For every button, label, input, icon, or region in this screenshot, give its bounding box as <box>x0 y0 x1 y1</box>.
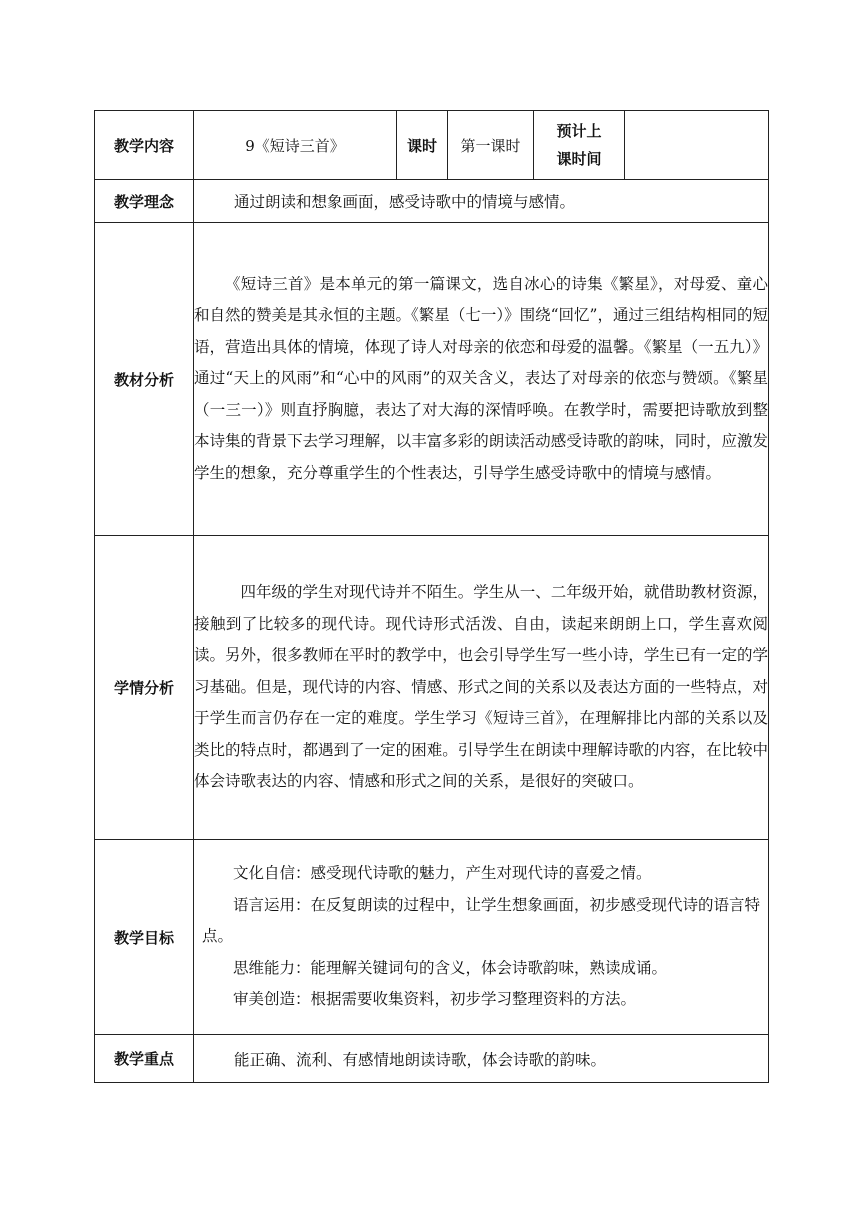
goal-item: 审美创造：根据需要收集资料，初步学习整理资料的方法。 <box>233 990 637 1009</box>
concept-row <box>95 180 769 223</box>
goal-item: 文化自信：感受现代诗歌的魅力，产生对现代诗的喜爱之情。 <box>233 864 652 883</box>
students-text: 四年级的学生对现代诗并不陌生。学生从一、二年级开始，就借助教材资源，接触到了比较多的现代诗。现代诗形式活泼、自由，读起来朗朗上口，学生喜欢阅读。另外，很多教师在平时的教学中，也会引导学生写一些小诗，学生已有一定的学习基础。但是，现代诗的内容、情感、形式之间的关系以及表达方面的一些特点，对于学生而言仍存在一定的难度。学生学习《短诗三首》，在理解排比内部的关系以及类比的特点时，都遇到了一定的困难。引导学生在朗读中理解诗歌的内容，在比较中体会诗歌表达的内容、情感和形式之间的关系，是很好的突破口。 <box>194 536 769 840</box>
goal-item: 思维能力：能理解关键词句的含义，体会诗歌韵味，熟读成诵。 <box>233 958 668 977</box>
content-label: 教学内容 <box>95 111 194 180</box>
keypoint-row <box>95 1035 769 1083</box>
students-label: 学情分析 <box>95 536 194 840</box>
concept-text: 通过朗读和想象画面，感受诗歌中的情境与感情。 <box>194 180 769 223</box>
period-label: 课时 <box>397 111 448 180</box>
keypoint-label: 教学重点 <box>95 1035 194 1083</box>
lesson-title: 9《短诗三首》 <box>194 111 397 180</box>
material-text: 《短诗三首》是本单元的第一篇课文，选自冰心的诗集《繁星》，对母爱、童心和自然的赞美是其永恒的主题。《繁星（七一）》围绕“回忆”，通过三组结构相同的短语，营造出具体的情境，体现了诗人对母亲的依恋和母爱的温馨。《繁星（一五九）》通过“天上的风雨”和“心中的风雨”的双关含义，表达了对母亲的依恋与赞颂。《繁星（一三一）》则直抒胸臆，表达了对大海的深情呼唤。在教学时，需要把诗歌放到整本诗集的背景下去学习理解，以丰富多彩的朗读活动感受诗歌的韵味，同时，应激发学生的想象，充分尊重学生的个性表达，引导学生感受诗歌中的情境与感情。 <box>194 223 769 536</box>
lesson-plan-table <box>94 110 769 1083</box>
estimated-time-label <box>534 111 625 180</box>
goals-list <box>194 840 769 1035</box>
goal-item: 语言运用：在反复朗读的过程中，让学生想象画面，初步感受现代诗的语言特点。 <box>202 895 761 946</box>
keypoint-text: 能正确、流利、有感情地朗读诗歌，体会诗歌的韵味。 <box>194 1035 769 1083</box>
material-row <box>95 223 769 536</box>
students-row <box>95 536 769 840</box>
material-label: 教材分析 <box>95 223 194 536</box>
goals-label: 教学目标 <box>95 840 194 1035</box>
concept-label: 教学理念 <box>95 180 194 223</box>
estimated-label-line1: 预计上 <box>556 122 602 140</box>
goals-row <box>95 840 769 1035</box>
estimated-label-line2: 课时间 <box>556 150 602 168</box>
period-value: 第一课时 <box>448 111 534 180</box>
header-row <box>95 111 769 180</box>
estimated-time-value <box>625 111 769 180</box>
